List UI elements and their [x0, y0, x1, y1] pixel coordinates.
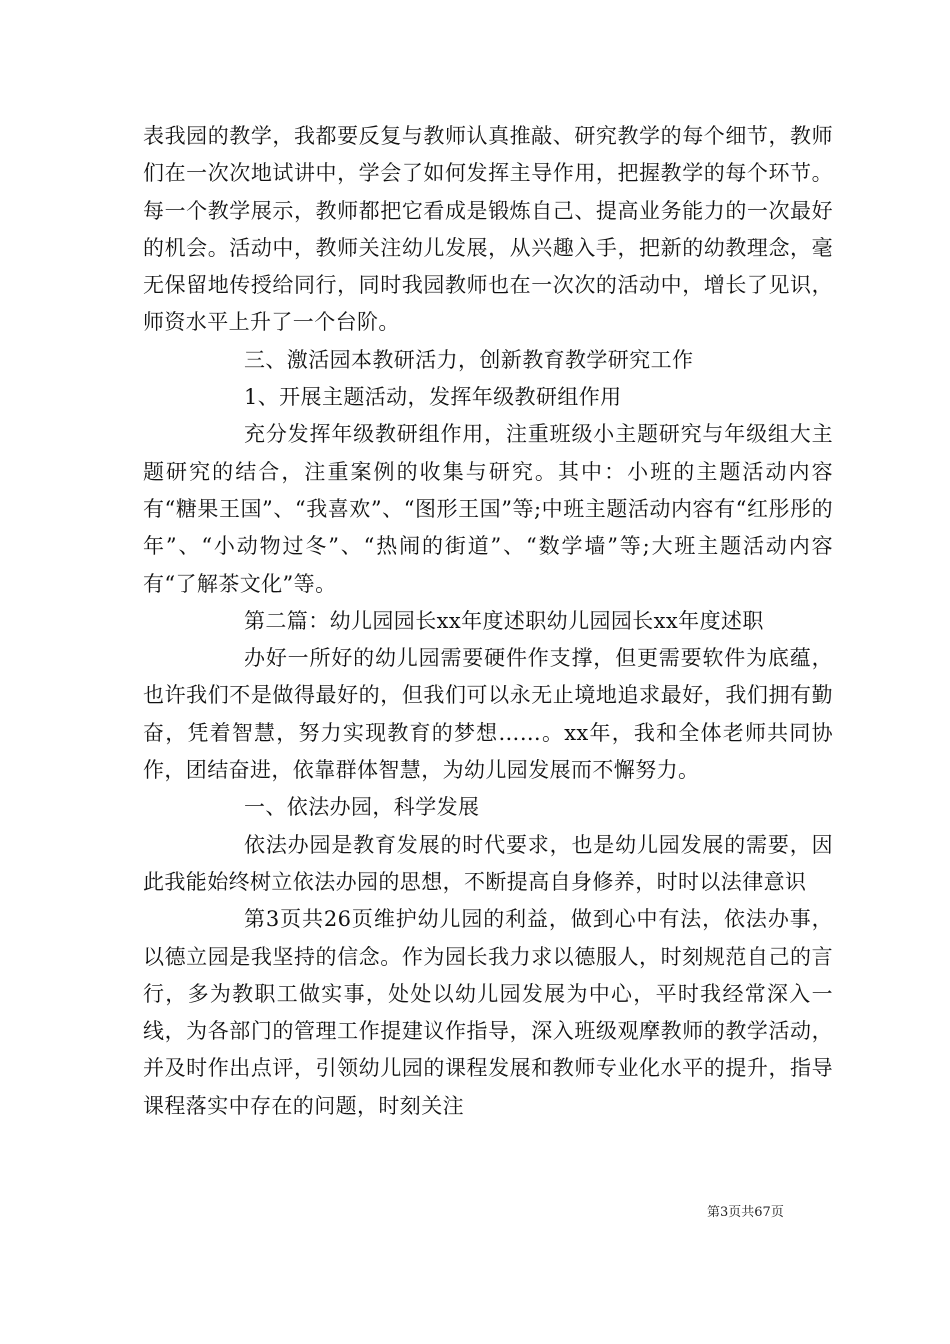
paragraph-law-based: 依法办园是教育发展的时代要求，也是幼儿园发展的需要，因此我能始终树立依法办园的思想，不断提高自身修养，时时以法律意识: [143, 832, 833, 894]
section-heading-law-based: 一、依法办园，科学发展: [244, 795, 480, 820]
subsection-heading-theme-activities: 1、开展主题活动，发挥年级教研组作用: [244, 385, 622, 410]
paragraph-kindergarten-intro: 办好一所好的幼儿园需要硬件作支撑，但更需要软件为底蕴，也许我们不是做得最好的，但我们可以永无止境地追求最好，我们拥有勤奋，凭着智慧，努力实现教育的梦想……。xx年，我和全体老师共同协作，团结奋进，依靠群体智慧，为幼儿园发展而不懈努力。: [143, 646, 833, 783]
paragraph-moral-leadership: 第3页共26页维护幼儿园的利益，做到心中有法，依法办事，以德立园是我坚持的信念。作为园长我力求以德服人，时刻规范自己的言行，多为教职工做实事，处处以幼儿园发展为中心，平时我经常深入一线，为各部门的管理工作提建议作指导，深入班级观摩教师的教学活动，并及时作出点评，引领幼儿园的课程发展和教师专业化水平的提升，指导课程落实中存在的问题，时刻关注: [143, 907, 833, 1118]
paragraph-teaching-details: 表我园的教学，我都要反复与教师认真推敲、研究教学的每个细节，教师们在一次次地试讲中，学会了如何发挥主导作用，把握教学的每个环节。每一个教学展示，教师都把它看成是锻炼自己、提高业务能力的一次最好的机会。活动中，教师关注幼儿发展，从兴趣入手，把新的幼教理念，毫无保留地传授给同行，同时我园教师也在一次次的活动中，增长了见识，师资水平上升了一个台阶。: [143, 124, 833, 335]
section-heading-teaching-research: 三、激活园本教研活力，创新教育教学研究工作: [244, 347, 694, 372]
paragraph-theme-activities: 充分发挥年级教研组作用，注重班级小主题研究与年级组大主题研究的结合，注重案例的收集与研究。其中：小班的主题活动内容有“糖果王国”、“我喜欢”、“图形王国”等;中班主题活动内容有“红彤彤的年”、“小动物过冬”、“热闹的街道”、“数学墙”等;大班主题活动内容有“了解茶文化”等。: [143, 422, 833, 596]
document-body: [143, 118, 833, 1125]
chapter-heading-second-part: 第二篇：幼儿园园长xx年度述职幼儿园园长xx年度述职: [244, 608, 764, 633]
page-number-footer: 第3页共67页: [707, 1205, 784, 1220]
